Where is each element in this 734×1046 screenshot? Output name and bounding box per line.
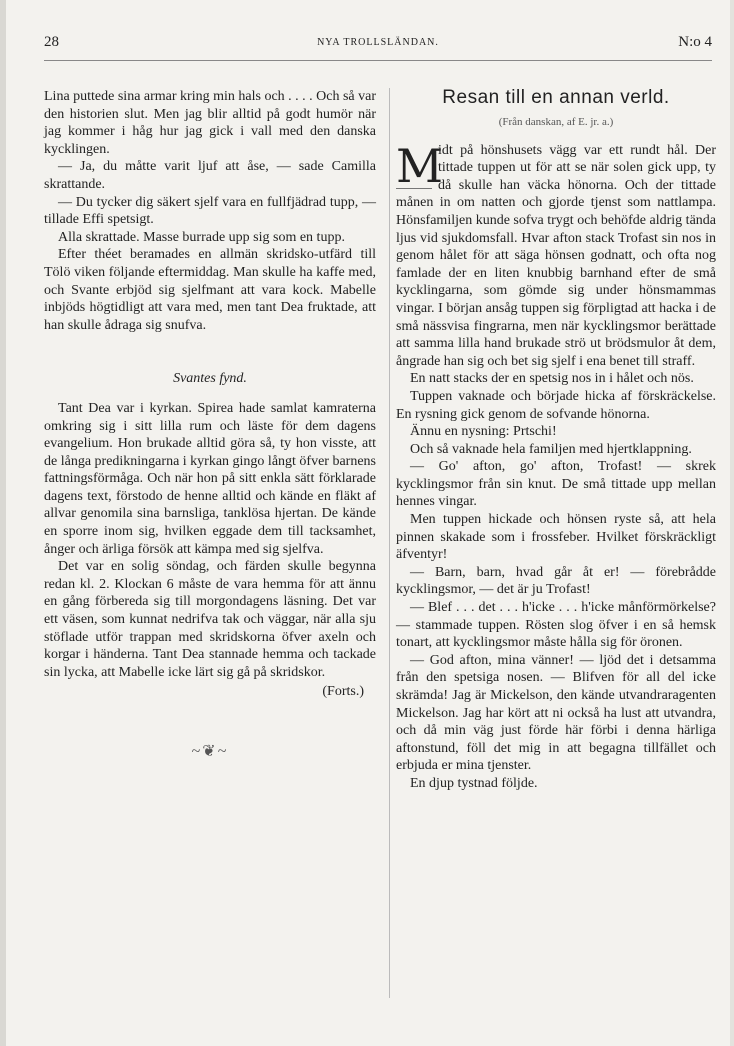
page-header [44,34,712,54]
paragraph [396,138,716,371]
paragraph: — Blef . . . det . . . h'icke . . . h'icke månförmörkelse? — stammade tuppen. Rösten slog öfver i en så hemsk tonart, att kycklingsmor måste hålla sig för öronen. [396,600,716,651]
ornament-icon: ~❦~ [191,743,229,760]
paragraph: — God afton, mina vänner! — ljöd det i detsamma från den spetsiga nosen. — Blifven för all del icke skrämda! Jag är Mickelson, den kände utvandraragenten Mickelson. Jag har kört att ni också ha lust att utvandra, och då min väg just förde här förbi i denna härliga aftonstund, föll det mig in att begagna tillfället och erbjuda er mina tjenster. [396,652,716,774]
paragraph: Lina puttede sina armar kring min hals och . . . . Och så var den historien slut. Men jag blir alltid på godt humör när jag kommer i håg hur jag gick i vall med den danska kycklingen. [44,89,377,157]
right-column [396,88,716,793]
section-title: Svantes fynd. [173,371,247,387]
paragraph: Alla skrattade. Masse burrade upp sig som en tupp. [58,229,345,245]
running-title: NYA TROLLSLÄNDAN. [317,37,439,48]
left-column [44,88,376,761]
page-edge-left [0,0,6,1046]
paragraph: — Ja, du måtte varit ljuf att åse, — sade Camilla skrattande. [44,159,376,192]
paragraph: — Go' afton, go' afton, Trofast! — skrek kycklingsmor från sin knut. De små tittade upp mellan hennes vingar. [396,459,716,510]
paragraph: Tuppen vaknade och började hicka af förskräckelse. En rysning gick genom de sofvande hönorna. [396,388,716,422]
paragraph-text: idt på hönshusets vägg var ett rundt hål. Der tittade tuppen ut för att se när solen gick upp, ty då skulle han väcka hönorna. Och der tittade månen in om natten och gjorde tjenst som nattlampa. Hönsfamiljen kunde sofva trygt och behöfde aldrig tända ljus vid sjukdomsfall. Hvar afton stack Trofast sin nos in genom hålet för att säga hönsen godnatt, och ofta nog famlade der en liten knubbig barnhand efter de små kycklingarna, som gömde sig under hönsmammas vingar. I början ansåg tuppen sig förpligtad att hacka i de små nässvisa fingrarna, men när kycklingsmor berättade att samma lilla hand brukade strö ut brödsmulor åt dem, ångrade han sig och bet sig sjelf i ena benet till straff. [396,142,716,369]
paragraph: Och så vaknade hela familjen med hjertklappning. [410,441,692,457]
story-source: (Från danskan, af E. jr. a.) [498,116,614,128]
drop-cap: M [396,138,444,193]
column-divider [389,88,390,998]
paragraph: Ännu en nysning: Prtschi! [410,424,557,440]
page-number: 28 [44,34,59,50]
story-title: Resan till en annan verld. [442,87,670,108]
issue-number: N:o 4 [678,34,712,50]
paragraph: — Du tycker dig säkert sjelf vara en fullfjädrad tupp, — tillade Effi spetsigt. [44,194,376,228]
paragraph: Men tuppen hickade och hönsen ryste så, att hela pinnen skakade som i frossfeber. Hvilket förskräckligt äfventyr! [396,512,716,563]
paragraph: Efter théet beramades en allmän skridsko-utfärd till Tölö viken följande eftermiddag. Man skulle ha kaffe med, och Svante erbjöd sig sjelfmant att vara kock. Mabelle inbjöds högtidligt att vara med, men tant Dea fruktade, att han skulle ådraga sig snufva. [44,247,376,333]
paragraph: — Barn, barn, hvad går åt er! — förebrådde kycklingsmor, — det är ju Trofast! [396,564,716,598]
paragraph: En djup tystnad följde. [410,775,538,791]
page-edge-right [730,0,734,1046]
header-rule [44,60,712,61]
continued-note: (Forts.) [322,684,364,700]
paragraph: Tant Dea var i kyrkan. Spirea hade samlat kamraterna omkring sig i sitt lilla rum och läste för dem dagens evangelium. Hon brukade alltid göra så, ty hon visste, att de långa predikningarna i kyrkan gingo långt öfver barnens fattningsförmåga. Och när hon på sitt enkla sätt förklarade dagens text, förstodo de henne alltid och kände en fläkt af allvar genomila sina barnsliga, tanklösa hjertan. De kände en sporre inom sig, hvilken eggade dem till tacksamhet, ånger och ärliga försök att kämpa med sig sjelfva. [44,400,377,557]
paragraph: Det var en solig söndag, och färden skulle begynna redan kl. 2. Klockan 6 måste de vara hemma för att ännu en gång förbereda sig till morgondagens läsning. Det var ett väsen, som kunnat nedrifva tak och väggar, när alla sju stöflade utför trappan med skridskorna öfver axeln och korgar i händerna. Tant Dea stannade hemma och tackade sin lycka, att Mabelle icke lärt sig gå på skridskor. [44,559,376,680]
paragraph: En natt stacks der en spetsig nos in i hålet och nös. [410,371,694,387]
